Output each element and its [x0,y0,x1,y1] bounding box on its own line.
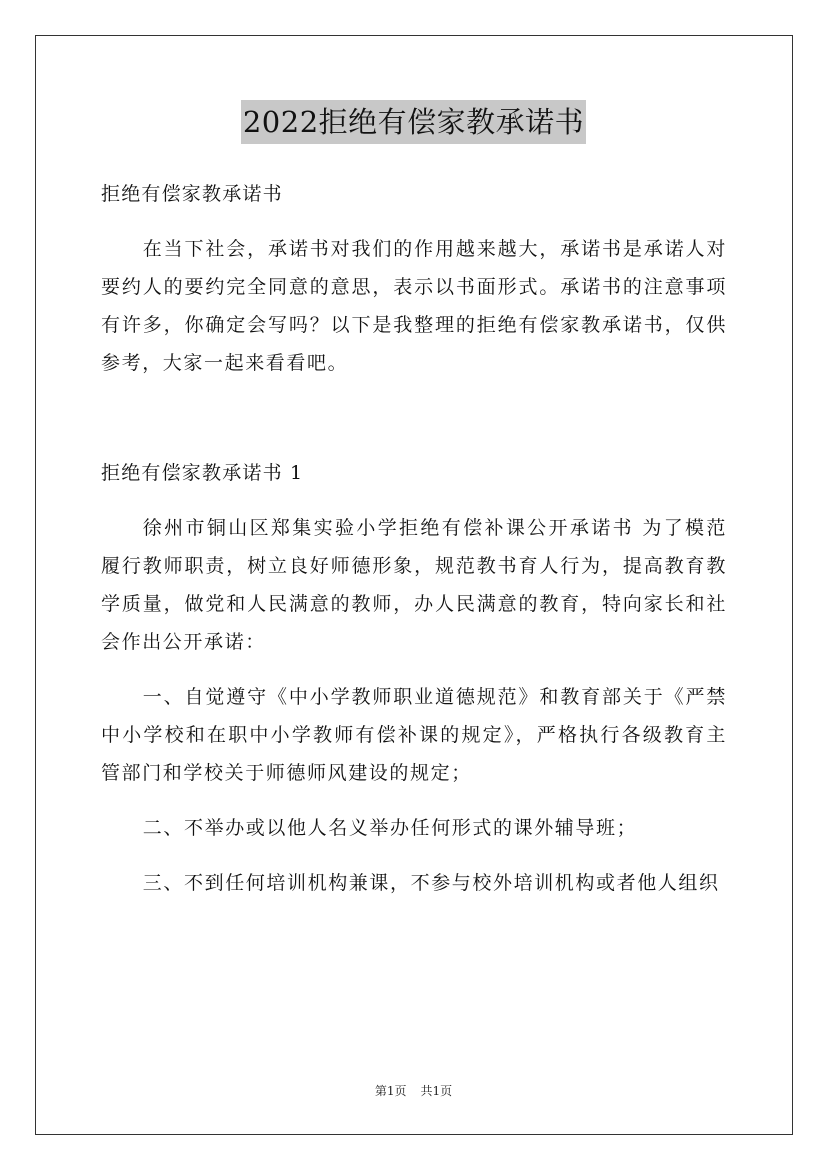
document-body [101,175,727,919]
body-paragraph: 二、不举办或以他人名义举办任何形式的课外辅导班； [142,817,638,839]
document-subtitle: 拒绝有偿家教承诺书 [101,183,283,205]
page-number: 第1页 [374,1084,407,1098]
section-gap [101,399,727,454]
document-title: 2022拒绝有偿家教承诺书 [241,100,586,144]
page-total: 共1页 [420,1084,453,1098]
section-heading: 拒绝有偿家教承诺书 1 [101,462,304,484]
body-paragraph: 一、自觉遵守《中小学教师职业道德规范》和教育部关于《严禁中小学校和在职中小学教师有偿补课的规定》，严格执行各级教育主管部门和学校关于师德师风建设的规定； [101,686,727,784]
title-block [0,100,827,144]
body-paragraph: 徐州市铜山区郑集实验小学拒绝有偿补课公开承诺书 为了模范履行教师职责，树立良好师德形象，规范教书育人行为，提高教育教学质量，做党和人民满意的教师，办人民满意的教育，特向家长和社会作出公开承诺： [101,517,727,653]
intro-paragraph: 在当下社会，承诺书对我们的作用越来越大，承诺书是承诺人对要约人的要约完全同意的意思，表示以书面形式。承诺书的注意事项有许多，你确定会写吗？以下是我整理的拒绝有偿家教承诺书，仅供参考，大家一起来看看吧。 [101,238,727,374]
page-footer [0,1083,827,1099]
body-paragraph: 三、不到任何培训机构兼课，不参与校外培训机构或者他人组织 [142,872,720,894]
